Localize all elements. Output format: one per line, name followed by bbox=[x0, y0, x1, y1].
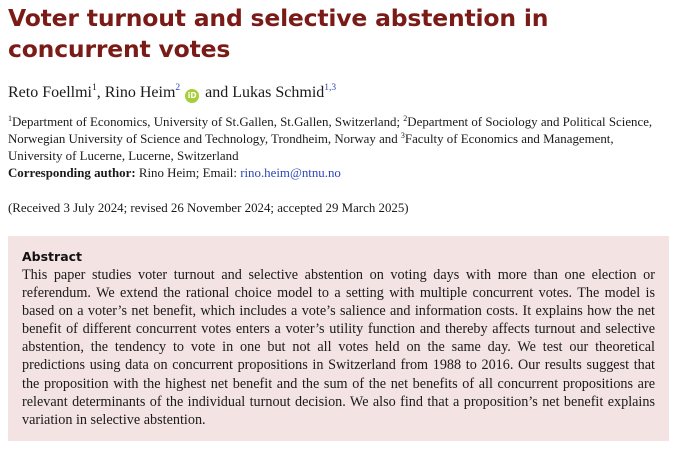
author-name[interactable]: Lukas Schmid bbox=[232, 84, 325, 101]
affiliation-link[interactable]: 1,3 bbox=[324, 83, 337, 93]
affiliation-marker: 1 bbox=[8, 114, 12, 123]
article-title: Voter turnout and selective abstention in concurrent votes bbox=[8, 4, 549, 63]
abstract-text: This paper studies voter turnout and selective abstention on voting days with more than one election or referendum. We extend the rational choice model to a setting with multiple concurrent votes. The model is based on a voter’s net benefit, which includes a vote’s salience and information costs. It explains how the net benefit of different concurrent votes enters a voter’s utility function and thereby affects turnout and selective abstention, the tendency to vote in one but not all votes held on the same day. We test our theoretical predictions using data on concurrent propositions in Switzerland from 1988 to 2016. Our results suggest that the proposition with the highest net benefit and the sum of the net benefits of all concurrent propositions are relevant determinants of the individual turnout decision. We also find that a proposition’s net benefit explains variation in selective abstention. bbox=[22, 267, 655, 428]
affiliations-text bbox=[8, 114, 668, 165]
author-line bbox=[8, 83, 336, 103]
abstract-box bbox=[8, 236, 669, 441]
affiliation-3: Faculty of Economics and Management, University of Lucerne, Lucerne, Switzerland bbox=[8, 132, 614, 163]
corresponding-text: Rino Heim; Email: bbox=[135, 166, 241, 180]
affiliation-marker: 1 bbox=[92, 83, 97, 93]
affiliations-block bbox=[8, 114, 668, 182]
author-name[interactable]: Rino Heim bbox=[104, 84, 176, 101]
affiliation-link[interactable]: 2 bbox=[175, 83, 181, 93]
corresponding-label: Corresponding author: bbox=[8, 166, 136, 180]
affiliation-marker: 2 bbox=[403, 114, 408, 123]
received-dates: (Received 3 July 2024; revised 26 November 2024; accepted 29 March 2025) bbox=[8, 201, 409, 215]
affiliation-1: Department of Economics, University of St.Gallen, St.Gallen, Switzerland; bbox=[12, 115, 404, 129]
affiliation-marker: 3 bbox=[400, 131, 405, 140]
orcid-icon[interactable]: iD bbox=[185, 89, 199, 103]
corresponding-author bbox=[8, 165, 668, 182]
email-link[interactable]: rino.heim@ntnu.no bbox=[240, 166, 341, 180]
author-separator: , bbox=[96, 84, 105, 101]
abstract-heading: Abstract bbox=[22, 249, 83, 264]
author-separator: and bbox=[201, 84, 233, 101]
author-name[interactable]: Reto Foellmi bbox=[8, 84, 92, 101]
affiliation-2: Department of Sociology and Political Science, Norwegian University of Science and Technology, Trondheim, Norway and bbox=[8, 115, 653, 146]
